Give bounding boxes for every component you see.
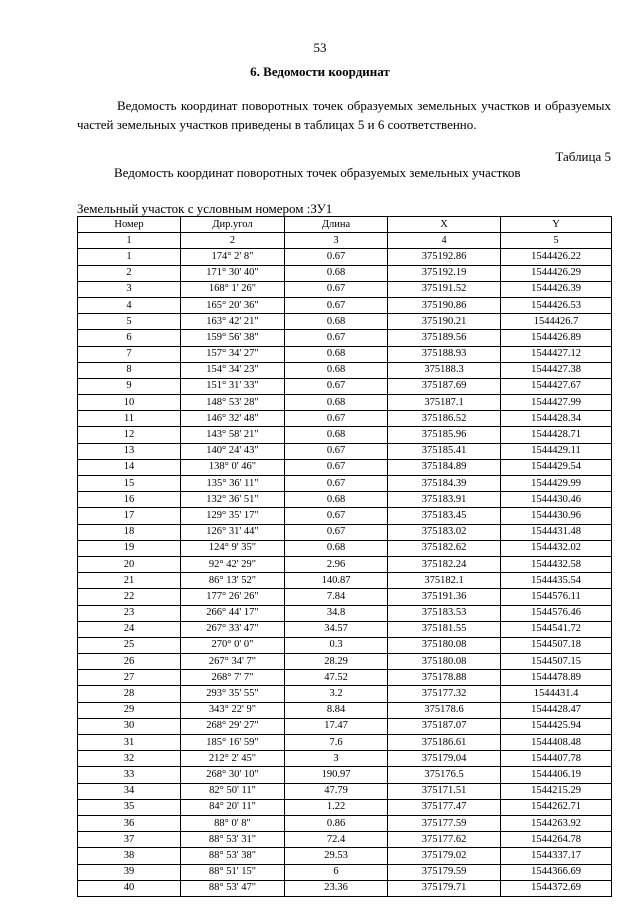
length-cell: 7.6 (285, 735, 388, 751)
table-row (78, 573, 612, 589)
direction-angle-cell: 270° 0' 0" (181, 637, 285, 653)
point-number-cell: 31 (78, 735, 181, 751)
coord-y-cell: 1544435.54 (501, 573, 612, 589)
direction-angle-cell: 293° 35' 55" (181, 686, 285, 702)
coord-x-cell: 375179.04 (388, 751, 501, 767)
point-number-cell: 20 (78, 556, 181, 572)
table-row (78, 362, 612, 378)
point-number-cell: 23 (78, 605, 181, 621)
coord-y-cell: 1544337.17 (501, 848, 612, 864)
coord-x-cell: 375187.1 (388, 395, 501, 411)
point-number-cell: 13 (78, 443, 181, 459)
table-row (78, 556, 612, 572)
column-number: 1 (78, 233, 181, 249)
length-cell: 0.67 (285, 330, 388, 346)
table-row (78, 492, 612, 508)
table-row (78, 815, 612, 831)
point-number-cell: 40 (78, 880, 181, 896)
direction-angle-cell: 126° 31' 44" (181, 524, 285, 540)
direction-angle-cell: 268° 29' 27" (181, 718, 285, 734)
coord-x-cell: 375183.91 (388, 492, 501, 508)
table-row (78, 654, 612, 670)
table-row (78, 880, 612, 896)
section-title: 6. Ведомости координат (250, 64, 390, 79)
column-number-row (78, 233, 612, 249)
column-header-y: Y (501, 217, 612, 233)
length-cell: 72.4 (285, 832, 388, 848)
point-number-cell: 6 (78, 330, 181, 346)
point-number-cell: 8 (78, 362, 181, 378)
column-header-direction-angle: Дир.угол (181, 217, 285, 233)
direction-angle-cell: 86° 13' 52" (181, 573, 285, 589)
table-row (78, 637, 612, 653)
page-number: 53 (313, 40, 327, 55)
length-cell: 0.86 (285, 815, 388, 831)
point-number-cell: 3 (78, 281, 181, 297)
point-number-cell: 32 (78, 751, 181, 767)
coord-y-cell: 1544426.53 (501, 297, 612, 313)
coord-y-cell: 1544426.29 (501, 265, 612, 281)
coord-x-cell: 375190.21 (388, 314, 501, 330)
coord-x-cell: 375177.32 (388, 686, 501, 702)
length-cell: 0.67 (285, 459, 388, 475)
table-row (78, 508, 612, 524)
table-row (78, 281, 612, 297)
column-number: 4 (388, 233, 501, 249)
table-row (78, 621, 612, 637)
length-cell: 0.67 (285, 281, 388, 297)
direction-angle-cell: 212° 2' 45" (181, 751, 285, 767)
direction-angle-cell: 163° 42' 21" (181, 314, 285, 330)
length-cell: 47.79 (285, 783, 388, 799)
length-cell: 0.67 (285, 378, 388, 394)
coord-y-cell: 1544262.71 (501, 799, 612, 815)
coord-y-cell: 1544429.99 (501, 476, 612, 492)
direction-angle-cell: 88° 53' 47" (181, 880, 285, 896)
point-number-cell: 34 (78, 783, 181, 799)
direction-angle-cell: 268° 30' 10" (181, 767, 285, 783)
column-number: 2 (181, 233, 285, 249)
coord-y-cell: 1544428.47 (501, 702, 612, 718)
coord-y-cell: 1544541.72 (501, 621, 612, 637)
direction-angle-cell: 146° 32' 48" (181, 411, 285, 427)
length-cell: 6 (285, 864, 388, 880)
length-cell: 3.2 (285, 686, 388, 702)
coord-y-cell: 1544432.02 (501, 540, 612, 556)
direction-angle-cell: 268° 7' 7" (181, 670, 285, 686)
coord-y-cell: 1544428.71 (501, 427, 612, 443)
coord-y-cell: 1544507.15 (501, 654, 612, 670)
direction-angle-cell: 168° 1' 26" (181, 281, 285, 297)
direction-angle-cell: 88° 51' 15" (181, 864, 285, 880)
coord-x-cell: 375192.86 (388, 249, 501, 265)
table-row (78, 378, 612, 394)
length-cell: 47.52 (285, 670, 388, 686)
header-row (78, 217, 612, 233)
coord-y-cell: 1544372.69 (501, 880, 612, 896)
length-cell: 17.47 (285, 718, 388, 734)
coord-x-cell: 375178.6 (388, 702, 501, 718)
coord-y-cell: 1544425.94 (501, 718, 612, 734)
length-cell: 0.67 (285, 297, 388, 313)
point-number-cell: 5 (78, 314, 181, 330)
direction-angle-cell: 88° 53' 38" (181, 848, 285, 864)
table-caption: Ведомость координат поворотных точек образуемых земельных участков (114, 165, 521, 180)
coord-x-cell: 375183.02 (388, 524, 501, 540)
direction-angle-cell: 148° 53' 28" (181, 395, 285, 411)
coord-x-cell: 375182.1 (388, 573, 501, 589)
point-number-cell: 2 (78, 265, 181, 281)
point-number-cell: 1 (78, 249, 181, 265)
coord-x-cell: 375181.55 (388, 621, 501, 637)
length-cell: 0.67 (285, 411, 388, 427)
direction-angle-cell: 159° 56' 38" (181, 330, 285, 346)
length-cell: 0.67 (285, 443, 388, 459)
point-number-cell: 14 (78, 459, 181, 475)
point-number-cell: 15 (78, 476, 181, 492)
coord-x-cell: 375177.47 (388, 799, 501, 815)
table-row (78, 476, 612, 492)
table-row (78, 670, 612, 686)
table-row (78, 297, 612, 313)
coord-y-cell: 1544431.48 (501, 524, 612, 540)
table-row (78, 524, 612, 540)
table-row (78, 346, 612, 362)
table-row (78, 783, 612, 799)
coord-x-cell: 375177.59 (388, 815, 501, 831)
point-number-cell: 18 (78, 524, 181, 540)
direction-angle-cell: 140° 24' 43" (181, 443, 285, 459)
coord-x-cell: 375186.52 (388, 411, 501, 427)
length-cell: 34.57 (285, 621, 388, 637)
coord-x-cell: 375176.5 (388, 767, 501, 783)
coord-x-cell: 375182.24 (388, 556, 501, 572)
coord-x-cell: 375171.51 (388, 783, 501, 799)
length-cell: 8.84 (285, 702, 388, 718)
coord-y-cell: 1544263.92 (501, 815, 612, 831)
column-header-length: Длина (285, 217, 388, 233)
point-number-cell: 26 (78, 654, 181, 670)
direction-angle-cell: 143° 58' 21" (181, 427, 285, 443)
coord-y-cell: 1544576.46 (501, 605, 612, 621)
direction-angle-cell: 135° 36' 11" (181, 476, 285, 492)
coord-y-cell: 1544430.96 (501, 508, 612, 524)
length-cell: 190.97 (285, 767, 388, 783)
table-row (78, 395, 612, 411)
length-cell: 140.87 (285, 573, 388, 589)
coord-x-cell: 375179.71 (388, 880, 501, 896)
length-cell: 0.68 (285, 540, 388, 556)
length-cell: 0.67 (285, 508, 388, 524)
point-number-cell: 16 (78, 492, 181, 508)
point-number-cell: 35 (78, 799, 181, 815)
coord-x-cell: 375190.86 (388, 297, 501, 313)
point-number-cell: 7 (78, 346, 181, 362)
coord-y-cell: 1544427.38 (501, 362, 612, 378)
coord-y-cell: 1544406.19 (501, 767, 612, 783)
length-cell: 0.67 (285, 524, 388, 540)
table-row (78, 330, 612, 346)
point-number-cell: 22 (78, 589, 181, 605)
direction-angle-cell: 154° 34' 23" (181, 362, 285, 378)
point-number-cell: 39 (78, 864, 181, 880)
parcel-label: Земельный участок с условным номером :ЗУ1 (77, 201, 333, 216)
length-cell: 0.68 (285, 395, 388, 411)
table-row (78, 411, 612, 427)
direction-angle-cell: 129° 35' 17" (181, 508, 285, 524)
point-number-cell: 11 (78, 411, 181, 427)
length-cell: 28.29 (285, 654, 388, 670)
coord-x-cell: 375183.45 (388, 508, 501, 524)
coord-y-cell: 1544427.67 (501, 378, 612, 394)
coord-x-cell: 375191.36 (388, 589, 501, 605)
point-number-cell: 30 (78, 718, 181, 734)
coord-x-cell: 375182.62 (388, 540, 501, 556)
table-row (78, 718, 612, 734)
point-number-cell: 37 (78, 832, 181, 848)
coord-x-cell: 375188.93 (388, 346, 501, 362)
point-number-cell: 9 (78, 378, 181, 394)
table-row (78, 443, 612, 459)
coord-x-cell: 375180.08 (388, 637, 501, 653)
length-cell: 0.67 (285, 476, 388, 492)
coord-x-cell: 375192.19 (388, 265, 501, 281)
direction-angle-cell: 185° 16' 59" (181, 735, 285, 751)
direction-angle-cell: 88° 0' 8" (181, 815, 285, 831)
table-row (78, 735, 612, 751)
table-row (78, 605, 612, 621)
coord-x-cell: 375189.56 (388, 330, 501, 346)
direction-angle-cell: 157° 34' 27" (181, 346, 285, 362)
coord-x-cell: 375187.07 (388, 718, 501, 734)
length-cell: 34.8 (285, 605, 388, 621)
direction-angle-cell: 138° 0' 46" (181, 459, 285, 475)
coord-y-cell: 1544408.48 (501, 735, 612, 751)
point-number-cell: 38 (78, 848, 181, 864)
coord-y-cell: 1544427.12 (501, 346, 612, 362)
point-number-cell: 19 (78, 540, 181, 556)
table-body (78, 249, 612, 897)
direction-angle-cell: 266° 44' 17" (181, 605, 285, 621)
table-number: Таблица 5 (555, 149, 611, 164)
direction-angle-cell: 124° 9' 35" (181, 540, 285, 556)
table-row (78, 767, 612, 783)
length-cell: 0.68 (285, 362, 388, 378)
coord-x-cell: 375185.96 (388, 427, 501, 443)
direction-angle-cell: 132° 36' 51" (181, 492, 285, 508)
point-number-cell: 33 (78, 767, 181, 783)
table-row (78, 540, 612, 556)
length-cell: 3 (285, 751, 388, 767)
point-number-cell: 10 (78, 395, 181, 411)
direction-angle-cell: 267° 34' 7" (181, 654, 285, 670)
length-cell: 1.22 (285, 799, 388, 815)
table-row (78, 427, 612, 443)
column-number: 5 (501, 233, 612, 249)
coord-y-cell: 1544507.18 (501, 637, 612, 653)
direction-angle-cell: 165° 20' 36" (181, 297, 285, 313)
length-cell: 0.3 (285, 637, 388, 653)
coord-x-cell: 375177.62 (388, 832, 501, 848)
direction-angle-cell: 84° 20' 11" (181, 799, 285, 815)
table-row (78, 265, 612, 281)
coord-y-cell: 1544429.54 (501, 459, 612, 475)
coord-x-cell: 375180.08 (388, 654, 501, 670)
point-number-cell: 28 (78, 686, 181, 702)
point-number-cell: 4 (78, 297, 181, 313)
coord-x-cell: 375185.41 (388, 443, 501, 459)
column-number: 3 (285, 233, 388, 249)
coord-y-cell: 1544478.89 (501, 670, 612, 686)
point-number-cell: 12 (78, 427, 181, 443)
length-cell: 0.68 (285, 427, 388, 443)
table-row (78, 314, 612, 330)
table-row (78, 459, 612, 475)
point-number-cell: 27 (78, 670, 181, 686)
length-cell: 0.68 (285, 314, 388, 330)
direction-angle-cell: 82° 50' 11" (181, 783, 285, 799)
coord-y-cell: 1544426.89 (501, 330, 612, 346)
length-cell: 23.36 (285, 880, 388, 896)
coord-y-cell: 1544264.78 (501, 832, 612, 848)
column-header-x: X (388, 217, 501, 233)
coord-y-cell: 1544426.22 (501, 249, 612, 265)
coord-x-cell: 375184.39 (388, 476, 501, 492)
table-row (78, 589, 612, 605)
length-cell: 0.68 (285, 346, 388, 362)
point-number-cell: 17 (78, 508, 181, 524)
coord-x-cell: 375179.02 (388, 848, 501, 864)
table-row (78, 686, 612, 702)
coord-y-cell: 1544427.99 (501, 395, 612, 411)
table-row (78, 848, 612, 864)
coord-y-cell: 1544428.34 (501, 411, 612, 427)
intro-paragraph: Ведомость координат поворотных точек образуемых земельных участков и образуемых частей земельных участков приведены в таблицах 5 и 6 соответственно. (77, 98, 611, 132)
coord-y-cell: 1544426.39 (501, 281, 612, 297)
coord-y-cell: 1544431.4 (501, 686, 612, 702)
point-number-cell: 25 (78, 637, 181, 653)
point-number-cell: 36 (78, 815, 181, 831)
point-number-cell: 21 (78, 573, 181, 589)
length-cell: 0.67 (285, 249, 388, 265)
length-cell: 2.96 (285, 556, 388, 572)
table-row (78, 249, 612, 265)
coord-x-cell: 375179.59 (388, 864, 501, 880)
length-cell: 0.68 (285, 265, 388, 281)
direction-angle-cell: 92° 42' 29" (181, 556, 285, 572)
coord-y-cell: 1544430.46 (501, 492, 612, 508)
coordinates-table (77, 216, 612, 897)
length-cell: 29.53 (285, 848, 388, 864)
direction-angle-cell: 177° 26' 26" (181, 589, 285, 605)
column-header-number: Номер (78, 217, 181, 233)
coord-x-cell: 375178.88 (388, 670, 501, 686)
coord-x-cell: 375191.52 (388, 281, 501, 297)
coord-x-cell: 375183.53 (388, 605, 501, 621)
direction-angle-cell: 88° 53' 31" (181, 832, 285, 848)
table-row (78, 832, 612, 848)
direction-angle-cell: 151° 31' 33" (181, 378, 285, 394)
direction-angle-cell: 171° 30' 40" (181, 265, 285, 281)
table-row (78, 864, 612, 880)
point-number-cell: 24 (78, 621, 181, 637)
point-number-cell: 29 (78, 702, 181, 718)
coord-y-cell: 1544366.69 (501, 864, 612, 880)
coord-y-cell: 1544426.7 (501, 314, 612, 330)
table-row (78, 751, 612, 767)
coord-x-cell: 375186.61 (388, 735, 501, 751)
coord-y-cell: 1544432.58 (501, 556, 612, 572)
coord-y-cell: 1544407.78 (501, 751, 612, 767)
length-cell: 0.68 (285, 492, 388, 508)
coord-y-cell: 1544576.11 (501, 589, 612, 605)
table-row (78, 702, 612, 718)
direction-angle-cell: 267° 33' 47" (181, 621, 285, 637)
coord-y-cell: 1544429.11 (501, 443, 612, 459)
coord-x-cell: 375188.3 (388, 362, 501, 378)
coord-x-cell: 375187.69 (388, 378, 501, 394)
table-row (78, 799, 612, 815)
direction-angle-cell: 343° 22' 9" (181, 702, 285, 718)
coord-x-cell: 375184.89 (388, 459, 501, 475)
coord-y-cell: 1544215.29 (501, 783, 612, 799)
length-cell: 7.84 (285, 589, 388, 605)
direction-angle-cell: 174° 2' 8" (181, 249, 285, 265)
